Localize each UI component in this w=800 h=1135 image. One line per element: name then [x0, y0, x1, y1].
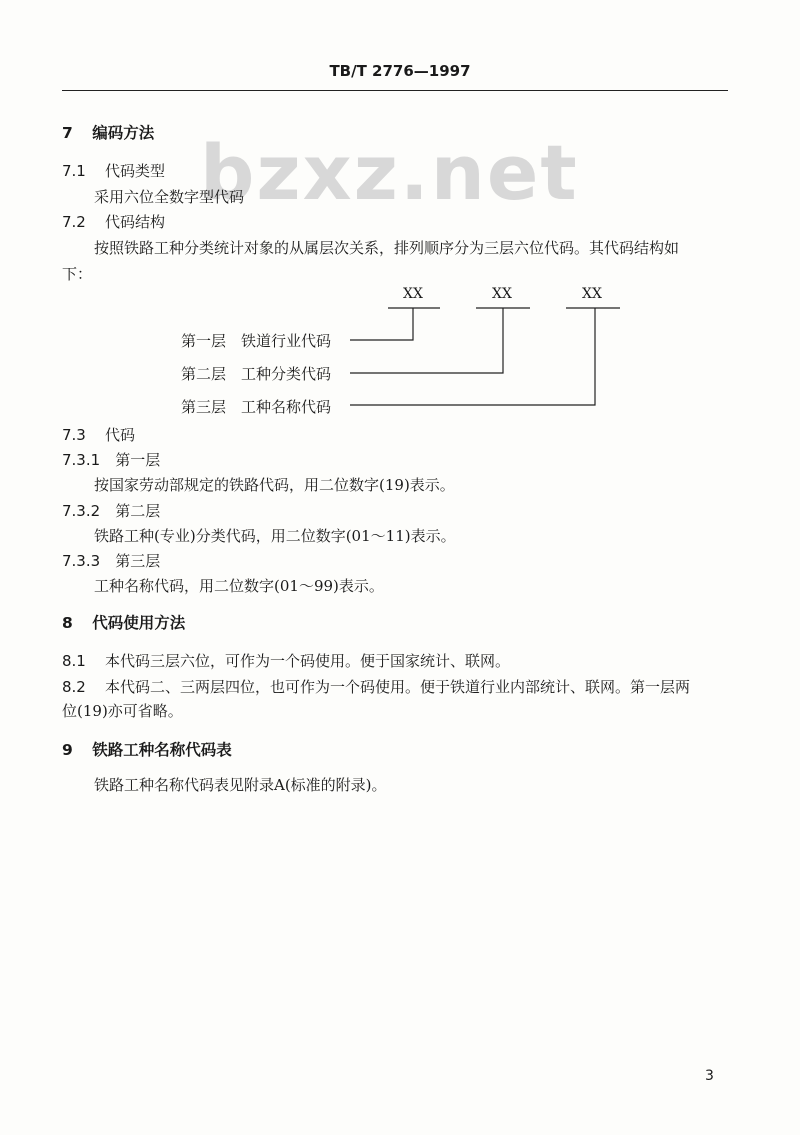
section-9-heading	[62, 738, 232, 760]
connector-layer-3	[350, 308, 595, 405]
clause-number: 7.3	[62, 426, 86, 444]
section-9-body: 铁路工种名称代码表见附录A(标准的附录)。	[94, 776, 387, 794]
clause-number: 7.1	[62, 162, 86, 180]
section-8-heading	[62, 611, 185, 633]
section-title: 代码使用方法	[92, 614, 186, 632]
clause-number: 7.2	[62, 213, 86, 231]
section-title: 铁路工种名称代码表	[92, 741, 232, 759]
clause-7-3-2-body: 铁路工种(专业)分类代码，用二位数字(01～11)表示。	[94, 527, 456, 545]
clause-7-2-body-line-1: 按照铁路工种分类统计对象的从属层次关系，排列顺序分为三层六位代码。其代码结构如	[94, 239, 680, 257]
code-xx-2: XX	[492, 286, 512, 302]
clause-7-3-3-heading	[62, 550, 160, 571]
clause-title: 代码结构	[104, 213, 165, 231]
layer-2-label: 第二层 工种分类代码	[181, 365, 332, 383]
section-title: 编码方法	[92, 124, 155, 142]
clause-title: 代码类型	[104, 162, 165, 180]
layer-3-label: 第三层 工种名称代码	[181, 398, 332, 416]
section-number: 8	[62, 614, 73, 632]
clause-number: 7.3.2	[62, 502, 101, 520]
clause-8-1	[62, 650, 510, 671]
clause-7-2-body-line-2: 下：	[62, 265, 93, 283]
section-number: 7	[62, 124, 73, 142]
code-xx-3: XX	[582, 286, 602, 302]
clause-7-3-heading	[62, 424, 135, 445]
clause-number: 7.3.1	[62, 451, 101, 469]
clause-7-3-1-body: 按国家劳动部规定的铁路代码，用二位数字(19)表示。	[94, 476, 455, 494]
section-number: 9	[62, 741, 73, 759]
clause-body: 本代码二、三两层四位，也可作为一个码使用。便于铁道行业内部统计、联网。第一层两	[104, 678, 690, 696]
clause-7-1-body: 采用六位全数字型代码	[94, 188, 245, 206]
connector-layer-1	[350, 308, 413, 340]
clause-7-3-3-body: 工种名称代码，用二位数字(01～99)表示。	[94, 577, 384, 595]
watermark: bzxz.net	[200, 128, 579, 217]
clause-title: 第二层	[115, 502, 161, 520]
clause-number: 8.1	[62, 652, 86, 670]
code-xx-1: XX	[403, 286, 423, 302]
clause-number: 7.3.3	[62, 552, 101, 570]
clause-title: 第三层	[115, 552, 161, 570]
clause-7-3-2-heading	[62, 500, 160, 521]
code-structure-diagram	[0, 0, 800, 420]
clause-7-3-1-heading	[62, 449, 160, 470]
clause-title: 代码	[104, 426, 135, 444]
clause-8-2	[62, 676, 690, 697]
document-header: TB/T 2776—1997	[329, 62, 471, 80]
clause-number: 8.2	[62, 678, 86, 696]
page-number: 3	[705, 1068, 714, 1084]
clause-body: 本代码三层六位，可作为一个码使用。便于国家统计、联网。	[104, 652, 510, 670]
layer-1-label: 第一层 铁道行业代码	[181, 332, 332, 350]
clause-title: 第一层	[115, 451, 161, 469]
clause-8-2-body-line-2: 位(19)亦可省略。	[62, 702, 183, 720]
